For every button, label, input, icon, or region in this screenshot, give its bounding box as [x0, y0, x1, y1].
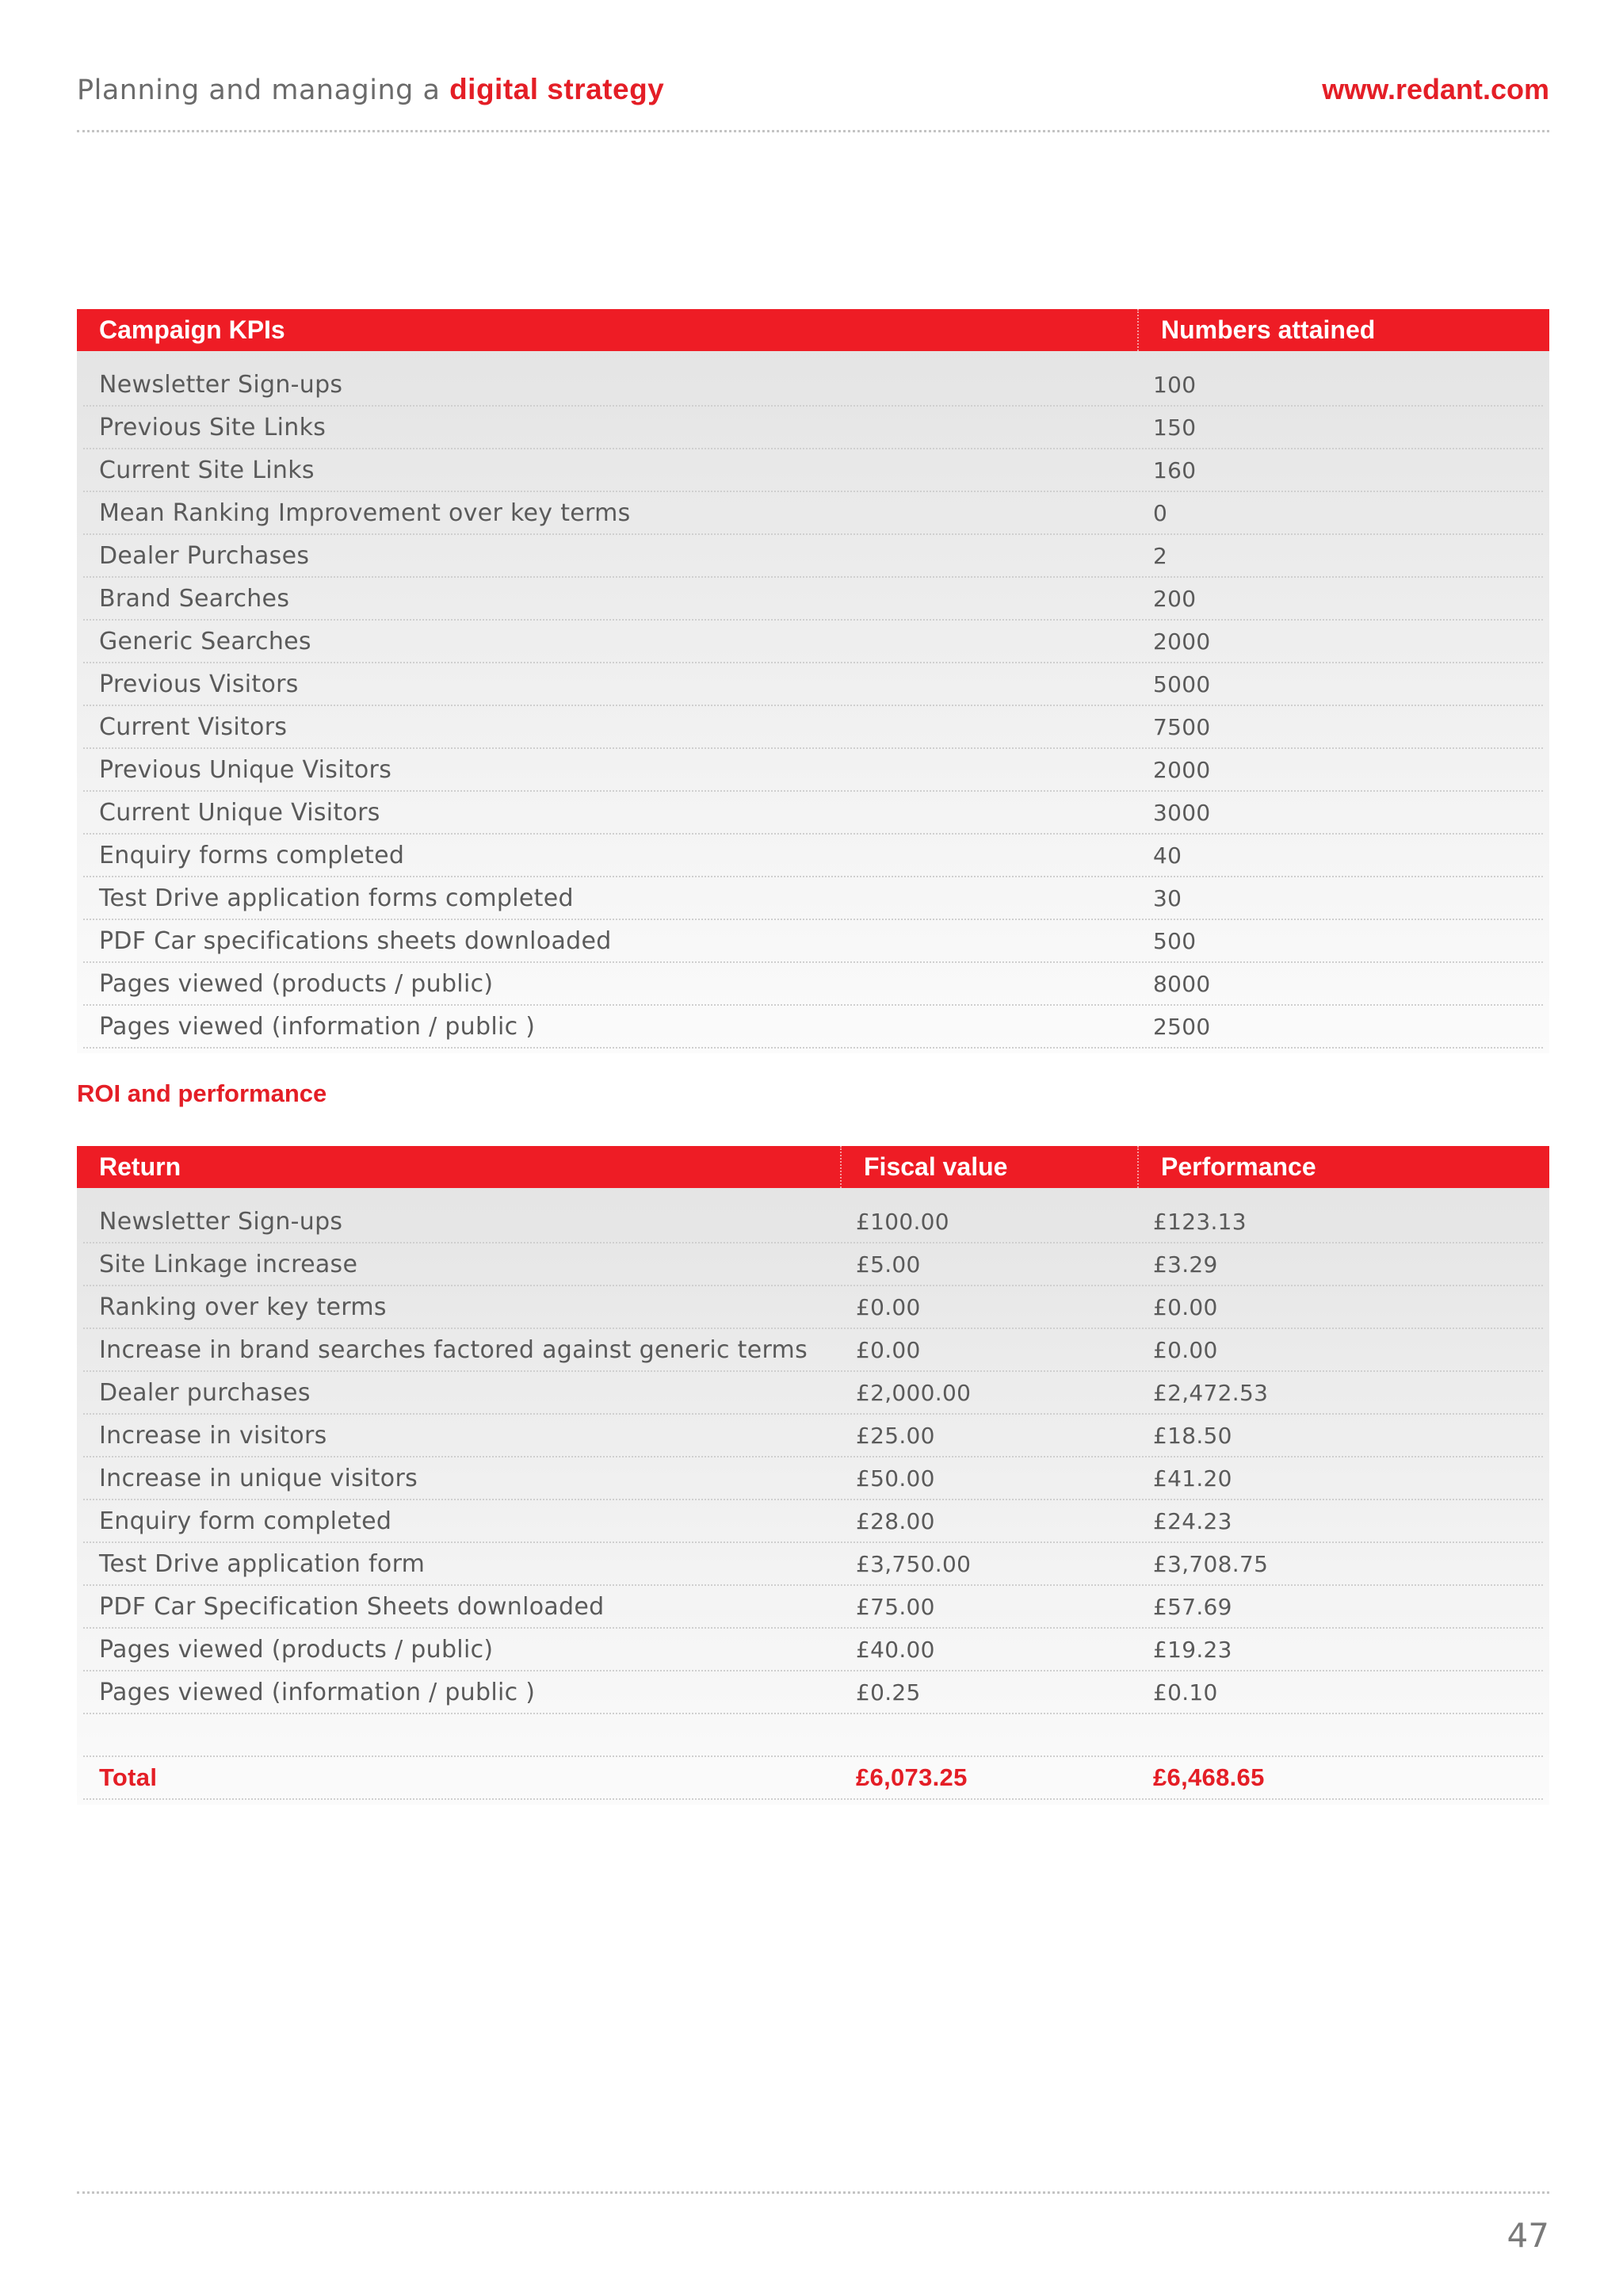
table-cell: £6,073.25 — [856, 1763, 968, 1791]
table-cell: 7500 — [1153, 713, 1211, 740]
table-header — [77, 309, 1549, 351]
table-cell: Pages viewed (products / public) — [99, 969, 494, 998]
table-cell: £0.00 — [856, 1293, 921, 1320]
title-accent: digital strategy — [449, 73, 665, 105]
table-cell: Newsletter Sign-ups — [99, 1207, 343, 1236]
table-cell: 2000 — [1153, 756, 1211, 783]
table-cell: 5000 — [1153, 670, 1211, 697]
table-row — [83, 535, 1543, 578]
column-header: Numbers attained — [1137, 309, 1549, 351]
table-body — [77, 1188, 1549, 1805]
table-cell: £40.00 — [856, 1636, 935, 1663]
table-row — [83, 706, 1543, 749]
table-cell: £5.00 — [856, 1251, 921, 1278]
table-cell: £3,750.00 — [856, 1550, 972, 1577]
table-cell: Current Site Links — [99, 456, 315, 484]
table-cell: £28.00 — [856, 1507, 935, 1534]
column-header: Return — [99, 1152, 181, 1181]
page-number: 47 — [1507, 2216, 1549, 2255]
table-cell: £3.29 — [1153, 1251, 1218, 1278]
table-cell: £75.00 — [856, 1593, 935, 1620]
table-cell: £50.00 — [856, 1465, 935, 1492]
table-cell: Test Drive application form — [99, 1549, 426, 1578]
table-cell: £0.10 — [1153, 1679, 1218, 1706]
table-cell: Total — [99, 1763, 158, 1791]
table-cell: 160 — [1153, 457, 1197, 483]
column-header: Fiscal value — [840, 1146, 1137, 1188]
table-row — [83, 407, 1543, 449]
table-row — [83, 749, 1543, 792]
table-row — [83, 449, 1543, 492]
table-row — [83, 1586, 1543, 1629]
table-cell: 3000 — [1153, 799, 1211, 826]
table-row — [83, 1457, 1543, 1500]
campaign-kpi-table — [77, 309, 1549, 1053]
footer-divider — [77, 2191, 1549, 2194]
table-cell: £0.25 — [856, 1679, 921, 1706]
table-cell: 500 — [1153, 927, 1197, 954]
table-cell: 2500 — [1153, 1013, 1211, 1040]
table-cell: £25.00 — [856, 1422, 935, 1449]
table-cell: Increase in unique visitors — [99, 1464, 418, 1492]
table-cell: 150 — [1153, 414, 1197, 441]
table-cell: £123.13 — [1153, 1208, 1247, 1235]
table-cell: £3,708.75 — [1153, 1550, 1269, 1577]
table-cell: 40 — [1153, 842, 1182, 869]
table-row — [83, 1543, 1543, 1586]
title-prefix: Planning and managing a — [77, 74, 450, 106]
table-row — [83, 835, 1543, 877]
table-cell: 0 — [1153, 499, 1168, 526]
table-row — [83, 1329, 1543, 1372]
table-row — [83, 1500, 1543, 1543]
table-cell: 200 — [1153, 585, 1197, 612]
table-cell: £41.20 — [1153, 1465, 1232, 1492]
table-cell — [83, 1714, 840, 1755]
table-row — [83, 963, 1543, 1006]
table-cell: £57.69 — [1153, 1593, 1232, 1620]
table-cell: Mean Ranking Improvement over key terms — [99, 499, 631, 527]
table-cell: Dealer purchases — [99, 1378, 311, 1407]
table-cell: £6,468.65 — [1153, 1763, 1265, 1791]
table-row — [83, 364, 1543, 407]
table-cell: Enquiry form completed — [99, 1507, 392, 1535]
table-cell: Ranking over key terms — [99, 1293, 387, 1321]
table-cell: £2,472.53 — [1153, 1379, 1269, 1406]
table-cell: Increase in visitors — [99, 1421, 327, 1450]
table-cell: Generic Searches — [99, 627, 311, 655]
table-cell: Enquiry forms completed — [99, 841, 405, 869]
section-title: ROI and performance — [77, 1079, 327, 1107]
table-cell: Brand Searches — [99, 584, 290, 613]
table-cell: Previous Visitors — [99, 670, 299, 698]
table-cell: £0.00 — [856, 1336, 921, 1363]
document-title — [77, 73, 664, 106]
table-cell: Pages viewed (information / public ) — [99, 1678, 536, 1706]
table-row — [83, 1671, 1543, 1714]
table-cell: 2 — [1153, 542, 1168, 569]
table-cell: Pages viewed (information / public ) — [99, 1012, 536, 1041]
table-cell: Current Unique Visitors — [99, 798, 380, 827]
table-cell: 100 — [1153, 371, 1197, 398]
table-cell: 30 — [1153, 884, 1182, 911]
table-cell: 2000 — [1153, 628, 1211, 655]
table-cell: £18.50 — [1153, 1422, 1232, 1449]
table-cell: PDF Car Specification Sheets downloaded — [99, 1592, 605, 1621]
table-cell: Previous Unique Visitors — [99, 755, 392, 784]
table-row — [83, 920, 1543, 963]
spacer-row — [83, 1714, 1543, 1757]
table-cell: £0.00 — [1153, 1293, 1218, 1320]
table-cell: £19.23 — [1153, 1636, 1232, 1663]
table-row — [83, 877, 1543, 920]
table-row — [83, 1201, 1543, 1244]
table-body — [77, 351, 1549, 1053]
table-header — [77, 1146, 1549, 1188]
table-cell: £100.00 — [856, 1208, 949, 1235]
table-cell: £0.00 — [1153, 1336, 1218, 1363]
column-header: Campaign KPIs — [99, 315, 285, 344]
table-cell: £2,000.00 — [856, 1379, 972, 1406]
table-row — [83, 1372, 1543, 1415]
table-row — [83, 578, 1543, 621]
table-row — [83, 621, 1543, 663]
website-url: www.redant.com — [1322, 73, 1549, 105]
table-cell — [840, 1714, 1137, 1755]
table-cell: Previous Site Links — [99, 413, 327, 441]
table-row — [83, 1244, 1543, 1286]
table-row — [83, 1006, 1543, 1049]
total-row — [83, 1757, 1543, 1800]
table-cell: Newsletter Sign-ups — [99, 370, 343, 399]
table-cell: Test Drive application forms completed — [99, 884, 574, 912]
header-divider — [77, 130, 1549, 132]
table-cell: Pages viewed (products / public) — [99, 1635, 494, 1664]
table-row — [83, 792, 1543, 835]
table-cell — [1137, 1714, 1543, 1755]
page-header — [77, 68, 1549, 111]
table-cell: Dealer Purchases — [99, 541, 310, 570]
table-cell: Increase in brand searches factored against generic terms — [99, 1335, 808, 1364]
roi-performance-table — [77, 1146, 1549, 1805]
table-cell: £24.23 — [1153, 1507, 1232, 1534]
table-cell: PDF Car specifications sheets downloaded — [99, 926, 612, 955]
column-header: Performance — [1137, 1146, 1549, 1188]
table-cell: Current Visitors — [99, 712, 288, 741]
table-row — [83, 1415, 1543, 1457]
table-row — [83, 492, 1543, 535]
table-row — [83, 1286, 1543, 1329]
table-cell: Site Linkage increase — [99, 1250, 358, 1278]
table-cell: 8000 — [1153, 970, 1211, 997]
table-row — [83, 1629, 1543, 1671]
table-row — [83, 663, 1543, 706]
